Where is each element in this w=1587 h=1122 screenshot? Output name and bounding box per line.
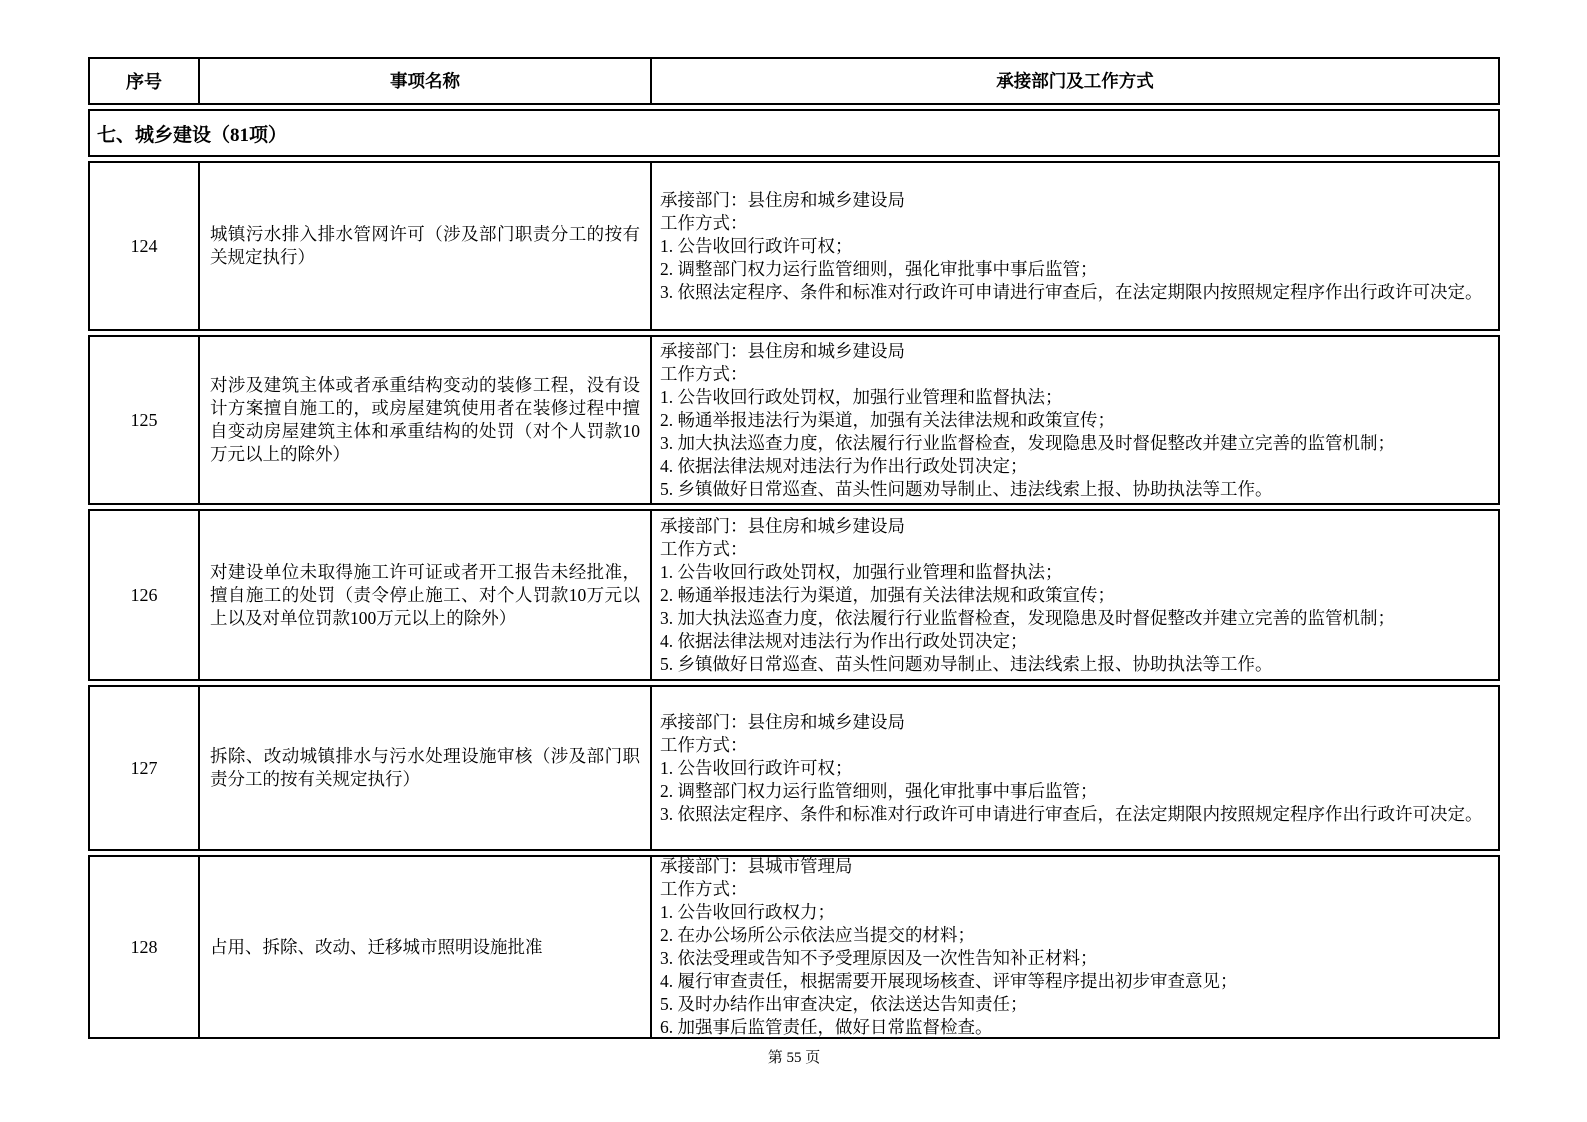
detail-line: 1. 公告收回行政处罚权，加强行业管理和监督执法； (660, 386, 1063, 407)
table-row (88, 335, 1500, 505)
detail-line: 3. 依照法定程序、条件和标准对行政许可申请进行审查后，在法定期限内按照规定程序作出行政许可决定。 (660, 803, 1483, 824)
detail-line: 3. 加大执法巡查力度，依法履行行业监督检查，发现隐患及时督促整改并建立完善的监管机制； (660, 607, 1395, 628)
detail-line: 工作方式： (660, 538, 748, 559)
detail-line: 3. 加大执法巡查力度，依法履行行业监督检查，发现隐患及时督促整改并建立完善的监管机制； (660, 432, 1395, 453)
item-name-text: 占用、拆除、改动、迁移城市照明设施批准 (210, 936, 543, 957)
detail-line: 2. 在办公场所公示依法应当提交的材料； (660, 925, 975, 945)
detail-cell (652, 687, 1498, 849)
detail-line: 2. 畅通举报违法行为渠道，加强有关法律法规和政策宣传； (660, 409, 1115, 430)
detail-line: 3. 依照法定程序、条件和标准对行政许可申请进行审查后，在法定期限内按照规定程序作出行政许可决定。 (660, 281, 1483, 302)
item-name-text: 城镇污水排入排水管网许可（涉及部门职责分工的按有关规定执行） (210, 224, 640, 267)
detail-line: 承接部门：县住房和城乡建设局 (660, 340, 905, 361)
item-name-cell (200, 857, 652, 1037)
detail-line: 4. 依据法律法规对违法行为作出行政处罚决定； (660, 455, 1028, 476)
table-row (88, 161, 1500, 331)
header-cell-item-name: 事项名称 (200, 59, 652, 103)
detail-line: 4. 履行审查责任，根据需要开展现场核查、评审等程序提出初步审查意见； (660, 971, 1238, 991)
detail-line: 承接部门：县住房和城乡建设局 (660, 189, 905, 210)
detail-line: 5. 乡镇做好日常巡查、苗头性问题劝导制止、违法线索上报、协助执法等工作。 (660, 478, 1273, 499)
detail-line: 4. 依据法律法规对违法行为作出行政处罚决定； (660, 630, 1028, 651)
serial-cell: 125 (90, 337, 200, 503)
detail-line: 承接部门：县城市管理局 (660, 856, 853, 876)
detail-line: 工作方式： (660, 734, 748, 755)
item-name-text: 拆除、改动城镇排水与污水处理设施审核（涉及部门职责分工的按有关规定执行） (210, 746, 640, 789)
detail-line: 工作方式： (660, 879, 748, 899)
item-name-cell (200, 337, 652, 503)
item-name-cell (200, 687, 652, 849)
section-title: 七、城乡建设（81项） (97, 124, 288, 146)
detail-line: 1. 公告收回行政许可权； (660, 235, 853, 256)
detail-line: 5. 及时办结作出审查决定，依法送达告知责任； (660, 994, 1028, 1014)
detail-line: 2. 畅通举报违法行为渠道，加强有关法律法规和政策宣传； (660, 584, 1115, 605)
detail-cell (652, 163, 1498, 329)
serial-cell: 128 (90, 857, 200, 1037)
header-cell-serial: 序号 (90, 59, 200, 103)
detail-line: 承接部门：县住房和城乡建设局 (660, 515, 905, 536)
item-name-cell (200, 163, 652, 329)
item-name-text: 对建设单位未取得施工许可证或者开工报告未经批准，擅自施工的处罚（责令停止施工、对个人罚款10万元以上以及对单位罚款100万元以上的除外） (210, 561, 640, 628)
header-cell-department-method: 承接部门及工作方式 (996, 70, 1154, 91)
detail-line: 5. 乡镇做好日常巡查、苗头性问题劝导制止、违法线索上报、协助执法等工作。 (660, 653, 1273, 674)
detail-line: 工作方式： (660, 363, 748, 384)
detail-line: 工作方式： (660, 212, 748, 233)
detail-cell (652, 857, 1498, 1037)
table-row (88, 855, 1500, 1039)
table-header-row (88, 57, 1500, 105)
serial-cell: 127 (90, 687, 200, 849)
page-number: 第 55 页 (767, 1050, 821, 1066)
detail-cell (652, 337, 1498, 503)
item-name-cell (200, 511, 652, 679)
section-header-row (88, 109, 1500, 157)
detail-line: 1. 公告收回行政权力； (660, 902, 835, 922)
serial-cell: 126 (90, 511, 200, 679)
table-row (88, 509, 1500, 681)
detail-line: 2. 调整部门权力运行监管细则，强化审批事中事后监管； (660, 258, 1098, 279)
detail-line: 2. 调整部门权力运行监管细则，强化审批事中事后监管； (660, 780, 1098, 801)
detail-cell (652, 511, 1498, 679)
detail-line: 3. 依法受理或告知不予受理原因及一次性告知补正材料； (660, 948, 1098, 968)
detail-line: 承接部门：县住房和城乡建设局 (660, 711, 905, 732)
item-name-text: 对涉及建筑主体或者承重结构变动的装修工程，没有设计方案擅自施工的，或房屋建筑使用者在装修过程中擅自变动房屋建筑主体和承重结构的处罚（对个人罚款10万元以上的除外） (210, 375, 640, 464)
detail-line: 1. 公告收回行政处罚权，加强行业管理和监督执法； (660, 561, 1063, 582)
table-row (88, 685, 1500, 851)
items-table (88, 57, 1500, 1043)
detail-line: 6. 加强事后监管责任，做好日常监督检查。 (660, 1017, 993, 1037)
detail-line: 1. 公告收回行政许可权； (660, 757, 853, 778)
serial-cell: 124 (90, 163, 200, 329)
